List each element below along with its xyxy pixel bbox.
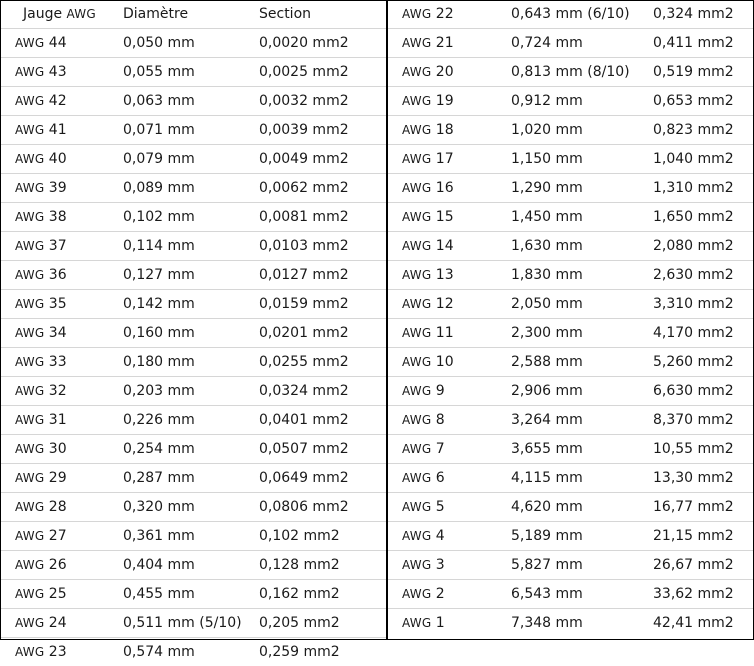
gauge-number: 8: [436, 412, 445, 428]
gauge-cell: [388, 29, 511, 58]
table-row: [1, 116, 386, 145]
gauge-prefix: AWG: [402, 181, 431, 195]
gauge-prefix: AWG: [402, 7, 431, 21]
gauge-cell: [388, 435, 511, 464]
section-cell: 21,15 mm2: [653, 522, 753, 551]
section-cell: 0,653 mm2: [653, 87, 753, 116]
gauge-cell: [1, 551, 123, 580]
gauge-number: 15: [436, 209, 454, 225]
section-cell: 4,170 mm2: [653, 319, 753, 348]
right-table-body: [388, 0, 753, 637]
gauge-number: 28: [49, 499, 67, 515]
gauge-number: 32: [49, 383, 67, 399]
section-cell: 2,080 mm2: [653, 232, 753, 261]
gauge-number: 34: [49, 325, 67, 341]
gauge-prefix: AWG: [402, 413, 431, 427]
gauge-cell: [388, 290, 511, 319]
diameter-cell: 0,180 mm: [123, 348, 259, 377]
diameter-cell: 0,511 mm (5/10): [123, 609, 259, 638]
section-cell: 0,162 mm2: [259, 580, 386, 609]
section-cell: 0,324 mm2: [653, 0, 753, 29]
diameter-cell: 0,050 mm: [123, 29, 259, 58]
gauge-cell: [388, 87, 511, 116]
gauge-cell: [1, 58, 123, 87]
gauge-number: 41: [49, 122, 67, 138]
gauge-prefix: AWG: [402, 442, 431, 456]
gauge-prefix: AWG: [15, 384, 44, 398]
gauge-cell: [388, 464, 511, 493]
gauge-prefix: AWG: [15, 645, 44, 659]
table-row: [388, 377, 753, 406]
gauge-number: 14: [436, 238, 454, 254]
gauge-cell: [1, 435, 123, 464]
section-cell: 0,0032 mm2: [259, 87, 386, 116]
diameter-cell: 0,114 mm: [123, 232, 259, 261]
section-cell: 16,77 mm2: [653, 493, 753, 522]
diameter-cell: 0,320 mm: [123, 493, 259, 522]
section-cell: 0,259 mm2: [259, 638, 386, 666]
gauge-cell: [1, 29, 123, 58]
gauge-number: 7: [436, 441, 445, 457]
table-row: [388, 464, 753, 493]
table-row: [388, 29, 753, 58]
gauge-prefix: AWG: [15, 326, 44, 340]
gauge-prefix: AWG: [402, 616, 431, 630]
table-row: [1, 580, 386, 609]
gauge-prefix: AWG: [15, 587, 44, 601]
table-row: [1, 435, 386, 464]
gauge-cell: [388, 116, 511, 145]
section-cell: 1,310 mm2: [653, 174, 753, 203]
gauge-cell: [1, 464, 123, 493]
header-diameter: Diamètre: [123, 0, 259, 29]
section-cell: 33,62 mm2: [653, 580, 753, 609]
gauge-prefix: AWG: [15, 616, 44, 630]
table-row: [388, 290, 753, 319]
gauge-cell: [1, 638, 123, 666]
diameter-cell: 0,724 mm: [511, 29, 653, 58]
gauge-cell: [388, 580, 511, 609]
table-row: [388, 203, 753, 232]
gauge-prefix: AWG: [15, 297, 44, 311]
diameter-cell: 2,300 mm: [511, 319, 653, 348]
table-row: [1, 261, 386, 290]
diameter-cell: 0,063 mm: [123, 87, 259, 116]
gauge-number: 37: [49, 238, 67, 254]
table-row: [388, 348, 753, 377]
gauge-prefix: AWG: [402, 587, 431, 601]
gauge-number: 40: [49, 151, 67, 167]
section-cell: 0,0649 mm2: [259, 464, 386, 493]
section-cell: 0,0039 mm2: [259, 116, 386, 145]
table-row: [388, 0, 753, 29]
gauge-number: 43: [49, 64, 67, 80]
header-row: [1, 0, 386, 29]
header-gauge-label: Jauge: [23, 6, 62, 22]
gauge-cell: [1, 290, 123, 319]
gauge-cell: [388, 319, 511, 348]
table-row: [388, 232, 753, 261]
gauge-cell: [1, 174, 123, 203]
diameter-cell: 2,906 mm: [511, 377, 653, 406]
diameter-cell: 0,160 mm: [123, 319, 259, 348]
table-row: [388, 493, 753, 522]
gauge-prefix: AWG: [15, 94, 44, 108]
gauge-cell: [1, 493, 123, 522]
gauge-prefix: AWG: [402, 297, 431, 311]
gauge-prefix: AWG: [402, 558, 431, 572]
section-cell: 10,55 mm2: [653, 435, 753, 464]
diameter-cell: 5,827 mm: [511, 551, 653, 580]
table-row: [1, 232, 386, 261]
gauge-prefix: AWG: [15, 268, 44, 282]
gauge-number: 2: [436, 586, 445, 602]
gauge-cell: [1, 145, 123, 174]
gauge-prefix: AWG: [402, 123, 431, 137]
gauge-cell: [388, 145, 511, 174]
gauge-number: 18: [436, 122, 454, 138]
section-cell: 8,370 mm2: [653, 406, 753, 435]
section-cell: 0,128 mm2: [259, 551, 386, 580]
gauge-prefix: AWG: [15, 65, 44, 79]
section-cell: 0,0507 mm2: [259, 435, 386, 464]
diameter-cell: 1,290 mm: [511, 174, 653, 203]
awg-table-right: [388, 0, 753, 637]
gauge-prefix: AWG: [402, 471, 431, 485]
section-cell: 2,630 mm2: [653, 261, 753, 290]
gauge-number: 36: [49, 267, 67, 283]
table-row: [388, 261, 753, 290]
gauge-prefix: AWG: [15, 500, 44, 514]
section-cell: 3,310 mm2: [653, 290, 753, 319]
gauge-prefix: AWG: [402, 268, 431, 282]
diameter-cell: 0,361 mm: [123, 522, 259, 551]
gauge-cell: [388, 203, 511, 232]
gauge-number: 39: [49, 180, 67, 196]
table-row: [1, 174, 386, 203]
gauge-cell: [1, 261, 123, 290]
gauge-number: 3: [436, 557, 445, 573]
gauge-number: 31: [49, 412, 67, 428]
diameter-cell: 0,089 mm: [123, 174, 259, 203]
diameter-cell: 1,830 mm: [511, 261, 653, 290]
section-cell: 6,630 mm2: [653, 377, 753, 406]
gauge-prefix: AWG: [402, 94, 431, 108]
gauge-prefix: AWG: [15, 123, 44, 137]
table-row: [1, 29, 386, 58]
section-cell: 0,0025 mm2: [259, 58, 386, 87]
table-row: [388, 174, 753, 203]
gauge-number: 25: [49, 586, 67, 602]
gauge-number: 21: [436, 35, 454, 51]
gauge-prefix: AWG: [402, 65, 431, 79]
table-row: [1, 290, 386, 319]
diameter-cell: 0,102 mm: [123, 203, 259, 232]
diameter-cell: 1,450 mm: [511, 203, 653, 232]
gauge-prefix: AWG: [15, 355, 44, 369]
gauge-prefix: AWG: [15, 558, 44, 572]
gauge-number: 17: [436, 151, 454, 167]
gauge-number: 12: [436, 296, 454, 312]
gauge-cell: [1, 87, 123, 116]
left-table-body: [1, 29, 386, 666]
gauge-number: 26: [49, 557, 67, 573]
gauge-number: 11: [436, 325, 454, 341]
gauge-number: 38: [49, 209, 67, 225]
table-row: [388, 609, 753, 638]
gauge-prefix: AWG: [15, 152, 44, 166]
gauge-cell: [388, 551, 511, 580]
section-cell: 1,650 mm2: [653, 203, 753, 232]
gauge-cell: [1, 203, 123, 232]
section-cell: 0,823 mm2: [653, 116, 753, 145]
diameter-cell: 0,226 mm: [123, 406, 259, 435]
diameter-cell: 0,912 mm: [511, 87, 653, 116]
gauge-number: 30: [49, 441, 67, 457]
gauge-cell: [388, 609, 511, 638]
table-row: [1, 203, 386, 232]
section-cell: 0,0255 mm2: [259, 348, 386, 377]
gauge-cell: [388, 348, 511, 377]
diameter-cell: 1,150 mm: [511, 145, 653, 174]
table-row: [1, 319, 386, 348]
gauge-number: 6: [436, 470, 445, 486]
section-cell: 42,41 mm2: [653, 609, 753, 638]
diameter-cell: 6,543 mm: [511, 580, 653, 609]
table-row: [388, 551, 753, 580]
gauge-number: 10: [436, 354, 454, 370]
diameter-cell: 4,115 mm: [511, 464, 653, 493]
awg-table-left: [1, 0, 386, 666]
section-cell: 0,0159 mm2: [259, 290, 386, 319]
gauge-prefix: AWG: [15, 239, 44, 253]
table-row: [1, 377, 386, 406]
gauge-cell: [1, 406, 123, 435]
table-row: [1, 145, 386, 174]
gauge-cell: [1, 232, 123, 261]
table-row: [388, 87, 753, 116]
section-cell: 0,0020 mm2: [259, 29, 386, 58]
table-row: [388, 580, 753, 609]
table-row: [1, 87, 386, 116]
diameter-cell: 7,348 mm: [511, 609, 653, 638]
gauge-prefix: AWG: [402, 326, 431, 340]
gauge-number: 1: [436, 615, 445, 631]
section-cell: 0,0806 mm2: [259, 493, 386, 522]
gauge-cell: [388, 261, 511, 290]
section-cell: 0,0201 mm2: [259, 319, 386, 348]
gauge-cell: [388, 377, 511, 406]
section-cell: 0,205 mm2: [259, 609, 386, 638]
diameter-cell: 0,287 mm: [123, 464, 259, 493]
table-row: [1, 551, 386, 580]
gauge-prefix: AWG: [15, 210, 44, 224]
gauge-prefix: AWG: [15, 442, 44, 456]
section-cell: 26,67 mm2: [653, 551, 753, 580]
section-cell: 1,040 mm2: [653, 145, 753, 174]
table-row: [388, 435, 753, 464]
gauge-number: 20: [436, 64, 454, 80]
gauge-number: 23: [49, 644, 67, 660]
diameter-cell: 0,455 mm: [123, 580, 259, 609]
table-row: [1, 493, 386, 522]
gauge-number: 22: [436, 6, 454, 22]
diameter-cell: 0,813 mm (8/10): [511, 58, 653, 87]
section-cell: 0,0062 mm2: [259, 174, 386, 203]
diameter-cell: 0,127 mm: [123, 261, 259, 290]
gauge-cell: [388, 522, 511, 551]
diameter-cell: 0,071 mm: [123, 116, 259, 145]
diameter-cell: 1,630 mm: [511, 232, 653, 261]
diameter-cell: 3,264 mm: [511, 406, 653, 435]
gauge-prefix: AWG: [402, 384, 431, 398]
gauge-cell: [388, 174, 511, 203]
section-cell: 0,0401 mm2: [259, 406, 386, 435]
table-row: [388, 406, 753, 435]
diameter-cell: 0,142 mm: [123, 290, 259, 319]
gauge-prefix: AWG: [402, 210, 431, 224]
gauge-number: 42: [49, 93, 67, 109]
diameter-cell: 4,620 mm: [511, 493, 653, 522]
table-row: [1, 406, 386, 435]
gauge-cell: [1, 319, 123, 348]
gauge-number: 4: [436, 528, 445, 544]
gauge-number: 19: [436, 93, 454, 109]
table-row: [1, 638, 386, 666]
table-row: [1, 609, 386, 638]
diameter-cell: 0,254 mm: [123, 435, 259, 464]
table-row: [388, 319, 753, 348]
section-cell: 0,0103 mm2: [259, 232, 386, 261]
gauge-number: 9: [436, 383, 445, 399]
gauge-prefix: AWG: [15, 529, 44, 543]
gauge-number: 24: [49, 615, 67, 631]
diameter-cell: 2,050 mm: [511, 290, 653, 319]
gauge-prefix: AWG: [15, 36, 44, 50]
gauge-number: 35: [49, 296, 67, 312]
diameter-cell: 1,020 mm: [511, 116, 653, 145]
header-section: Section: [259, 0, 386, 29]
gauge-prefix: AWG: [402, 529, 431, 543]
diameter-cell: 2,588 mm: [511, 348, 653, 377]
diameter-cell: 0,574 mm: [123, 638, 259, 666]
gauge-cell: [388, 493, 511, 522]
table-row: [388, 58, 753, 87]
section-cell: 0,0049 mm2: [259, 145, 386, 174]
table-row: [388, 116, 753, 145]
gauge-prefix: AWG: [402, 500, 431, 514]
gauge-cell: [1, 522, 123, 551]
gauge-cell: [388, 58, 511, 87]
gauge-number: 16: [436, 180, 454, 196]
gauge-cell: [388, 0, 511, 29]
diameter-cell: 5,189 mm: [511, 522, 653, 551]
section-cell: 0,0081 mm2: [259, 203, 386, 232]
section-cell: 0,0324 mm2: [259, 377, 386, 406]
table-row: [1, 58, 386, 87]
table-row: [388, 522, 753, 551]
gauge-prefix: AWG: [15, 471, 44, 485]
section-cell: 5,260 mm2: [653, 348, 753, 377]
diameter-cell: 0,079 mm: [123, 145, 259, 174]
gauge-number: 5: [436, 499, 445, 515]
section-cell: 0,411 mm2: [653, 29, 753, 58]
diameter-cell: 0,643 mm (6/10): [511, 0, 653, 29]
gauge-number: 29: [49, 470, 67, 486]
gauge-cell: [1, 377, 123, 406]
gauge-number: 27: [49, 528, 67, 544]
section-cell: 13,30 mm2: [653, 464, 753, 493]
gauge-cell: [1, 348, 123, 377]
gauge-number: 33: [49, 354, 67, 370]
gauge-cell: [1, 116, 123, 145]
gauge-cell: [1, 609, 123, 638]
gauge-cell: [388, 406, 511, 435]
table-row: [1, 522, 386, 551]
section-cell: 0,102 mm2: [259, 522, 386, 551]
gauge-number: 13: [436, 267, 454, 283]
gauge-cell: [1, 580, 123, 609]
diameter-cell: 0,404 mm: [123, 551, 259, 580]
gauge-prefix: AWG: [402, 355, 431, 369]
table-row: [1, 348, 386, 377]
gauge-prefix: AWG: [402, 152, 431, 166]
gauge-prefix: AWG: [15, 181, 44, 195]
header-gauge: [1, 0, 123, 29]
header-gauge-unit: AWG: [67, 7, 96, 21]
gauge-prefix: AWG: [402, 239, 431, 253]
gauge-number: 44: [49, 35, 67, 51]
diameter-cell: 0,055 mm: [123, 58, 259, 87]
section-cell: 0,0127 mm2: [259, 261, 386, 290]
diameter-cell: 0,203 mm: [123, 377, 259, 406]
table-row: [1, 464, 386, 493]
gauge-cell: [388, 232, 511, 261]
gauge-prefix: AWG: [15, 413, 44, 427]
gauge-prefix: AWG: [402, 36, 431, 50]
section-cell: 0,519 mm2: [653, 58, 753, 87]
diameter-cell: 3,655 mm: [511, 435, 653, 464]
table-row: [388, 145, 753, 174]
